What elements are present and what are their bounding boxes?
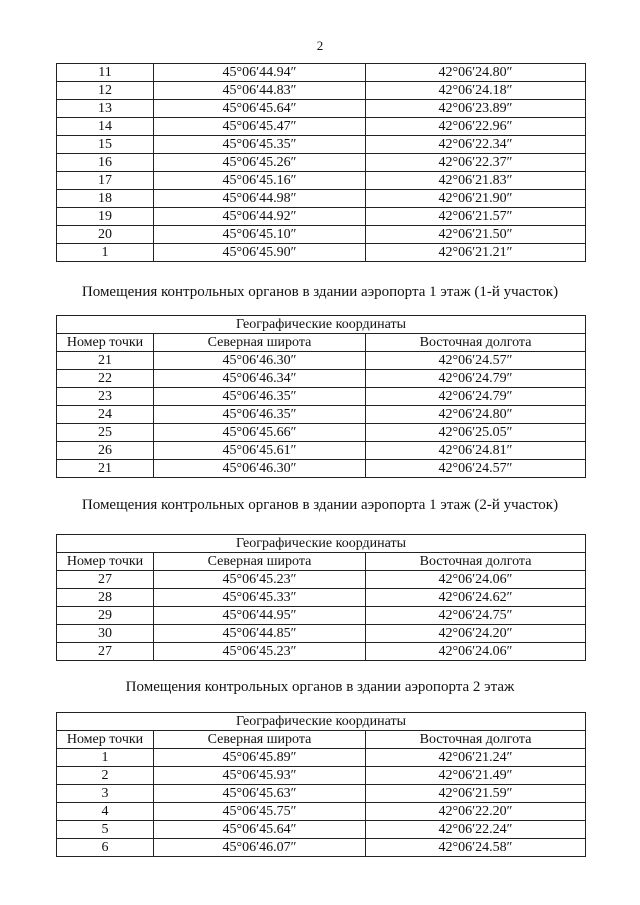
point-number: 21: [57, 352, 154, 370]
longitude: 42°06′24.80″: [366, 406, 586, 424]
table-row: [57, 226, 586, 244]
longitude: 42°06′22.34″: [366, 136, 586, 154]
point-number: 30: [57, 625, 154, 643]
table-row: [57, 607, 586, 625]
point-number: 4: [57, 803, 154, 821]
table-row: [57, 136, 586, 154]
table-row: [57, 821, 586, 839]
page-number: 2: [316, 38, 324, 53]
table-row: [57, 64, 586, 82]
point-number: 23: [57, 388, 154, 406]
longitude: 42°06′24.62″: [366, 589, 586, 607]
coordinates-table-floor2: [56, 712, 586, 857]
point-number: 24: [57, 406, 154, 424]
longitude: 42°06′21.24″: [366, 749, 586, 767]
point-number: 6: [57, 839, 154, 857]
table-row: [57, 643, 586, 661]
latitude: 45°06′45.64″: [154, 100, 366, 118]
longitude: 42°06′24.57″: [366, 460, 586, 478]
latitude: 45°06′45.23″: [154, 643, 366, 661]
latitude: 45°06′45.89″: [154, 749, 366, 767]
latitude: 45°06′45.93″: [154, 767, 366, 785]
point-number: 19: [57, 208, 154, 226]
latitude: 45°06′45.90″: [154, 244, 366, 262]
section-title-floor2: Помещения контрольных органов в здании аэропорта 2 этаж: [125, 679, 515, 695]
longitude: 42°06′24.79″: [366, 370, 586, 388]
col-header-latitude: Северная широта: [154, 553, 366, 571]
longitude: 42°06′24.06″: [366, 643, 586, 661]
coordinates-table-floor1-part1: [56, 315, 586, 478]
latitude: 45°06′45.16″: [154, 172, 366, 190]
table-row: [57, 460, 586, 478]
coordinates-table-floor1-part2: [56, 534, 586, 661]
point-number: 15: [57, 136, 154, 154]
col-header-longitude: Восточная долгота: [366, 553, 586, 571]
col-header-point: Номер точки: [57, 553, 154, 571]
longitude: 42°06′22.37″: [366, 154, 586, 172]
latitude: 45°06′46.34″: [154, 370, 366, 388]
point-number: 27: [57, 571, 154, 589]
longitude: 42°06′21.57″: [366, 208, 586, 226]
section-title-floor1-part2: Помещения контрольных органов в здании аэропорта 1 этаж (2-й участок): [81, 497, 559, 513]
table-row: [57, 352, 586, 370]
col-header-point: Номер точки: [57, 731, 154, 749]
table-row: [57, 406, 586, 424]
latitude: 45°06′46.07″: [154, 839, 366, 857]
longitude: 42°06′24.58″: [366, 839, 586, 857]
latitude: 45°06′45.63″: [154, 785, 366, 803]
longitude: 42°06′24.57″: [366, 352, 586, 370]
table-row: [57, 749, 586, 767]
table-row: [57, 172, 586, 190]
longitude: 42°06′24.75″: [366, 607, 586, 625]
table-row: [57, 388, 586, 406]
point-number: 27: [57, 643, 154, 661]
table-row: [57, 589, 586, 607]
table-row: [57, 424, 586, 442]
latitude: 45°06′45.66″: [154, 424, 366, 442]
longitude: 42°06′21.49″: [366, 767, 586, 785]
table-row: [57, 100, 586, 118]
col-header-longitude: Восточная долгота: [366, 731, 586, 749]
latitude: 45°06′45.35″: [154, 136, 366, 154]
table-row: [57, 785, 586, 803]
point-number: 26: [57, 442, 154, 460]
longitude: 42°06′24.20″: [366, 625, 586, 643]
longitude: 42°06′21.21″: [366, 244, 586, 262]
table-row: [57, 803, 586, 821]
point-number: 25: [57, 424, 154, 442]
point-number: 22: [57, 370, 154, 388]
longitude: 42°06′21.50″: [366, 226, 586, 244]
table-row: [57, 118, 586, 136]
longitude: 42°06′21.90″: [366, 190, 586, 208]
col-header-latitude: Северная широта: [154, 334, 366, 352]
point-number: 5: [57, 821, 154, 839]
point-number: 12: [57, 82, 154, 100]
latitude: 45°06′44.94″: [154, 64, 366, 82]
point-number: 1: [57, 749, 154, 767]
longitude: 42°06′21.59″: [366, 785, 586, 803]
point-number: 17: [57, 172, 154, 190]
latitude: 45°06′45.26″: [154, 154, 366, 172]
latitude: 45°06′46.35″: [154, 388, 366, 406]
longitude: 42°06′22.96″: [366, 118, 586, 136]
latitude: 45°06′44.83″: [154, 82, 366, 100]
latitude: 45°06′46.35″: [154, 406, 366, 424]
point-number: 2: [57, 767, 154, 785]
longitude: 42°06′25.05″: [366, 424, 586, 442]
latitude: 45°06′44.98″: [154, 190, 366, 208]
table-row: [57, 154, 586, 172]
latitude: 45°06′45.75″: [154, 803, 366, 821]
section-title-floor1-part1: Помещения контрольных органов в здании аэропорта 1 этаж (1-й участок): [81, 284, 559, 300]
latitude: 45°06′45.64″: [154, 821, 366, 839]
point-number: 16: [57, 154, 154, 172]
longitude: 42°06′24.06″: [366, 571, 586, 589]
col-header-point: Номер точки: [57, 334, 154, 352]
latitude: 45°06′44.95″: [154, 607, 366, 625]
table-row: [57, 442, 586, 460]
table-row: [57, 625, 586, 643]
longitude: 42°06′23.89″: [366, 100, 586, 118]
latitude: 45°06′45.10″: [154, 226, 366, 244]
table-row: [57, 839, 586, 857]
latitude: 45°06′45.47″: [154, 118, 366, 136]
point-number: 28: [57, 589, 154, 607]
table-row: [57, 370, 586, 388]
point-number: 11: [57, 64, 154, 82]
longitude: 42°06′21.83″: [366, 172, 586, 190]
longitude: 42°06′22.24″: [366, 821, 586, 839]
longitude: 42°06′24.79″: [366, 388, 586, 406]
table-row: [57, 767, 586, 785]
col-header-latitude: Северная широта: [154, 731, 366, 749]
latitude: 45°06′44.92″: [154, 208, 366, 226]
table-row: [57, 571, 586, 589]
table-row: [57, 244, 586, 262]
point-number: 3: [57, 785, 154, 803]
group-header: Географические координаты: [57, 713, 586, 731]
latitude: 45°06′45.61″: [154, 442, 366, 460]
table-row: [57, 208, 586, 226]
point-number: 21: [57, 460, 154, 478]
point-number: 13: [57, 100, 154, 118]
latitude: 45°06′46.30″: [154, 352, 366, 370]
point-number: 1: [57, 244, 154, 262]
point-number: 18: [57, 190, 154, 208]
latitude: 45°06′44.85″: [154, 625, 366, 643]
point-number: 14: [57, 118, 154, 136]
longitude: 42°06′24.80″: [366, 64, 586, 82]
table-row: [57, 190, 586, 208]
table-row: [57, 82, 586, 100]
point-number: 29: [57, 607, 154, 625]
group-header: Географические координаты: [57, 316, 586, 334]
latitude: 45°06′45.23″: [154, 571, 366, 589]
point-number: 20: [57, 226, 154, 244]
coordinates-table-continued: [56, 63, 586, 262]
group-header: Географические координаты: [57, 535, 586, 553]
longitude: 42°06′24.81″: [366, 442, 586, 460]
longitude: 42°06′22.20″: [366, 803, 586, 821]
col-header-longitude: Восточная долгота: [366, 334, 586, 352]
latitude: 45°06′46.30″: [154, 460, 366, 478]
latitude: 45°06′45.33″: [154, 589, 366, 607]
longitude: 42°06′24.18″: [366, 82, 586, 100]
